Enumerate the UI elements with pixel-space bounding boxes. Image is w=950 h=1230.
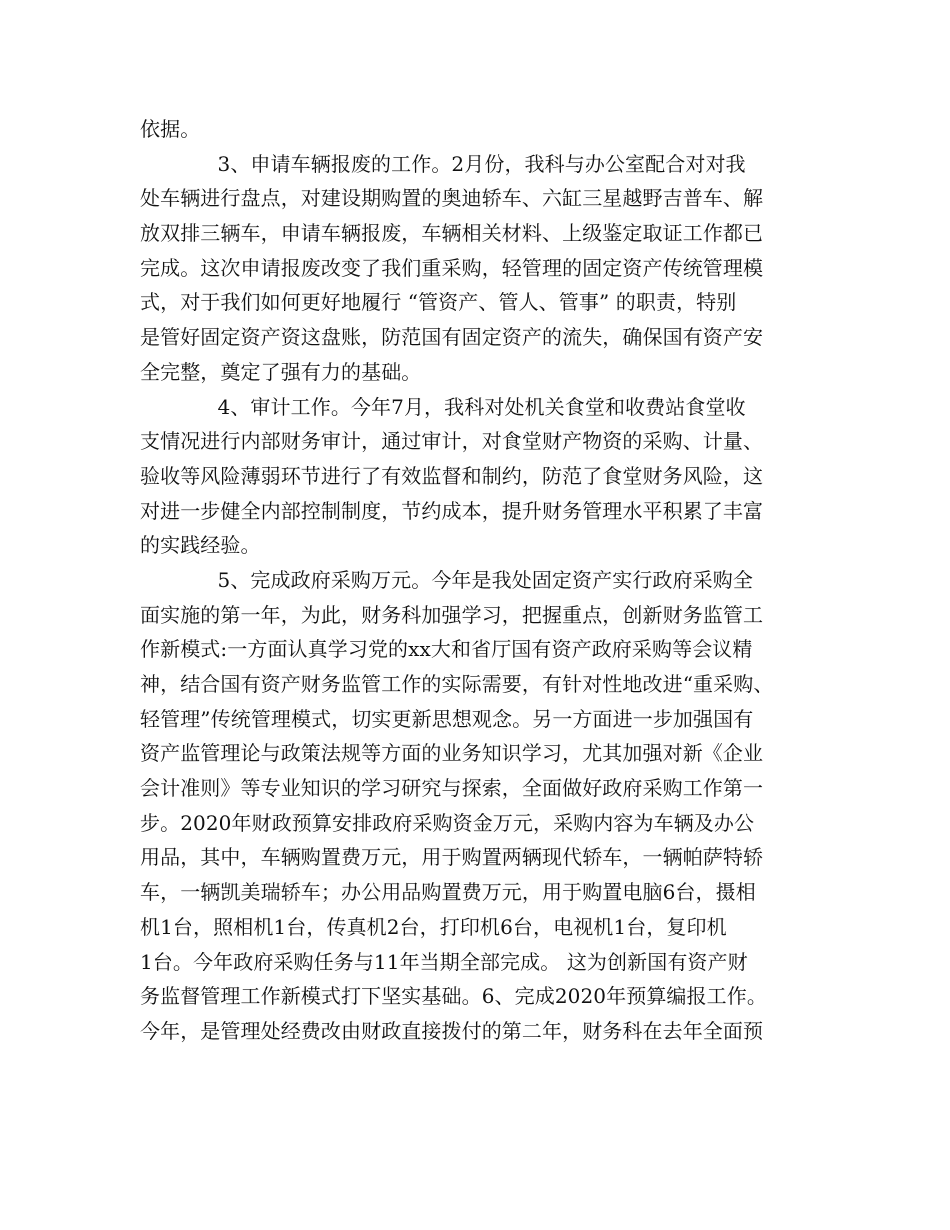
text-line: 5、完成政府采购万元。今年是我处固定资产实行政府采购全 xyxy=(140,567,753,592)
text-line: 对进一步健全内部控制制度，节约成本，提升财务管理水平积累了丰富 xyxy=(140,498,764,523)
text-line: 资产监管理论与政策法规等方面的业务知识学习，尤其加强对新《企业 xyxy=(140,741,764,766)
text-line: 机1台，照相机1台，传真机2台，打印机6台，电视机1台，复印机 xyxy=(140,914,727,939)
text-line: 完成。这次申请报废改变了我们重采购，轻管理的固定资产传统管理模 xyxy=(140,255,764,280)
text-line: 式，对于我们如何更好地履行 “管资产、管人、管事” 的职责，特别 xyxy=(140,290,737,315)
text-line: 务监督管理工作新模式打下坚实基础。6、完成2020年预算编报工作。 xyxy=(140,984,767,1009)
text-line: 验收等风险薄弱环节进行了有效监督和制约，防范了食堂财务风险，这 xyxy=(140,463,764,488)
text-line: 是管好固定资产资这盘账，防范国有固定资产的流失，确保国有资产安 xyxy=(140,325,764,350)
text-line: 3、申请车辆报废的工作。2月份，我科与办公室配合对对我 xyxy=(140,151,746,176)
text-line: 作新模式:一方面认真学习党的xx大和省厅国有资产政府采购等会议精 xyxy=(140,637,753,662)
text-line: 轻管理”传统管理模式，切实更新思想观念。另一方面进一步加强国有 xyxy=(140,706,754,731)
document-body xyxy=(140,112,820,1049)
text-line: 处车辆进行盘点，对建设期购置的奥迪轿车、六缸三星越野吉普车、解 xyxy=(140,186,764,211)
text-line: 今年，是管理处经费改由财政直接拨付的第二年，财务科在去年全面预 xyxy=(140,1018,764,1043)
text-line: 车，一辆凯美瑞轿车；办公用品购置费万元，用于购置电脑6台，摄相 xyxy=(140,880,756,905)
text-line: 神，结合国有资产财务监管工作的实际需要，有针对性地改进“重采购、 xyxy=(140,672,774,696)
text-line: 支情况进行内部财务审计，通过审计，对食堂财产物资的采购、计量、 xyxy=(140,429,764,454)
text-line: 4、审计工作。今年7月，我科对处机关食堂和收费站食堂收 xyxy=(140,394,746,419)
text-line: 依据。 xyxy=(140,117,201,141)
text-line: 步。2020年财政预算安排政府采购资金万元，采购内容为车辆及办公 xyxy=(140,810,755,835)
text-line: 会计准则》等专业知识的学习研究与探索，全面做好政府采购工作第一 xyxy=(140,776,764,801)
text-line: 1台。今年政府采购任务与11年当期全部完成。 这为创新国有资产财 xyxy=(140,949,748,974)
text-line: 放双排三辆车，申请车辆报废，车辆相关材料、上级鉴定取证工作都已 xyxy=(140,221,764,246)
text-line: 全完整，奠定了强有力的基础。 xyxy=(140,359,422,384)
text-line: 用品，其中，车辆购置费万元，用于购置两辆现代轿车，一辆帕萨特轿 xyxy=(140,845,764,870)
text-line: 的实践经验。 xyxy=(140,533,261,558)
text-line: 面实施的第一年，为此，财务科加强学习，把握重点，创新财务监管工 xyxy=(140,602,764,627)
